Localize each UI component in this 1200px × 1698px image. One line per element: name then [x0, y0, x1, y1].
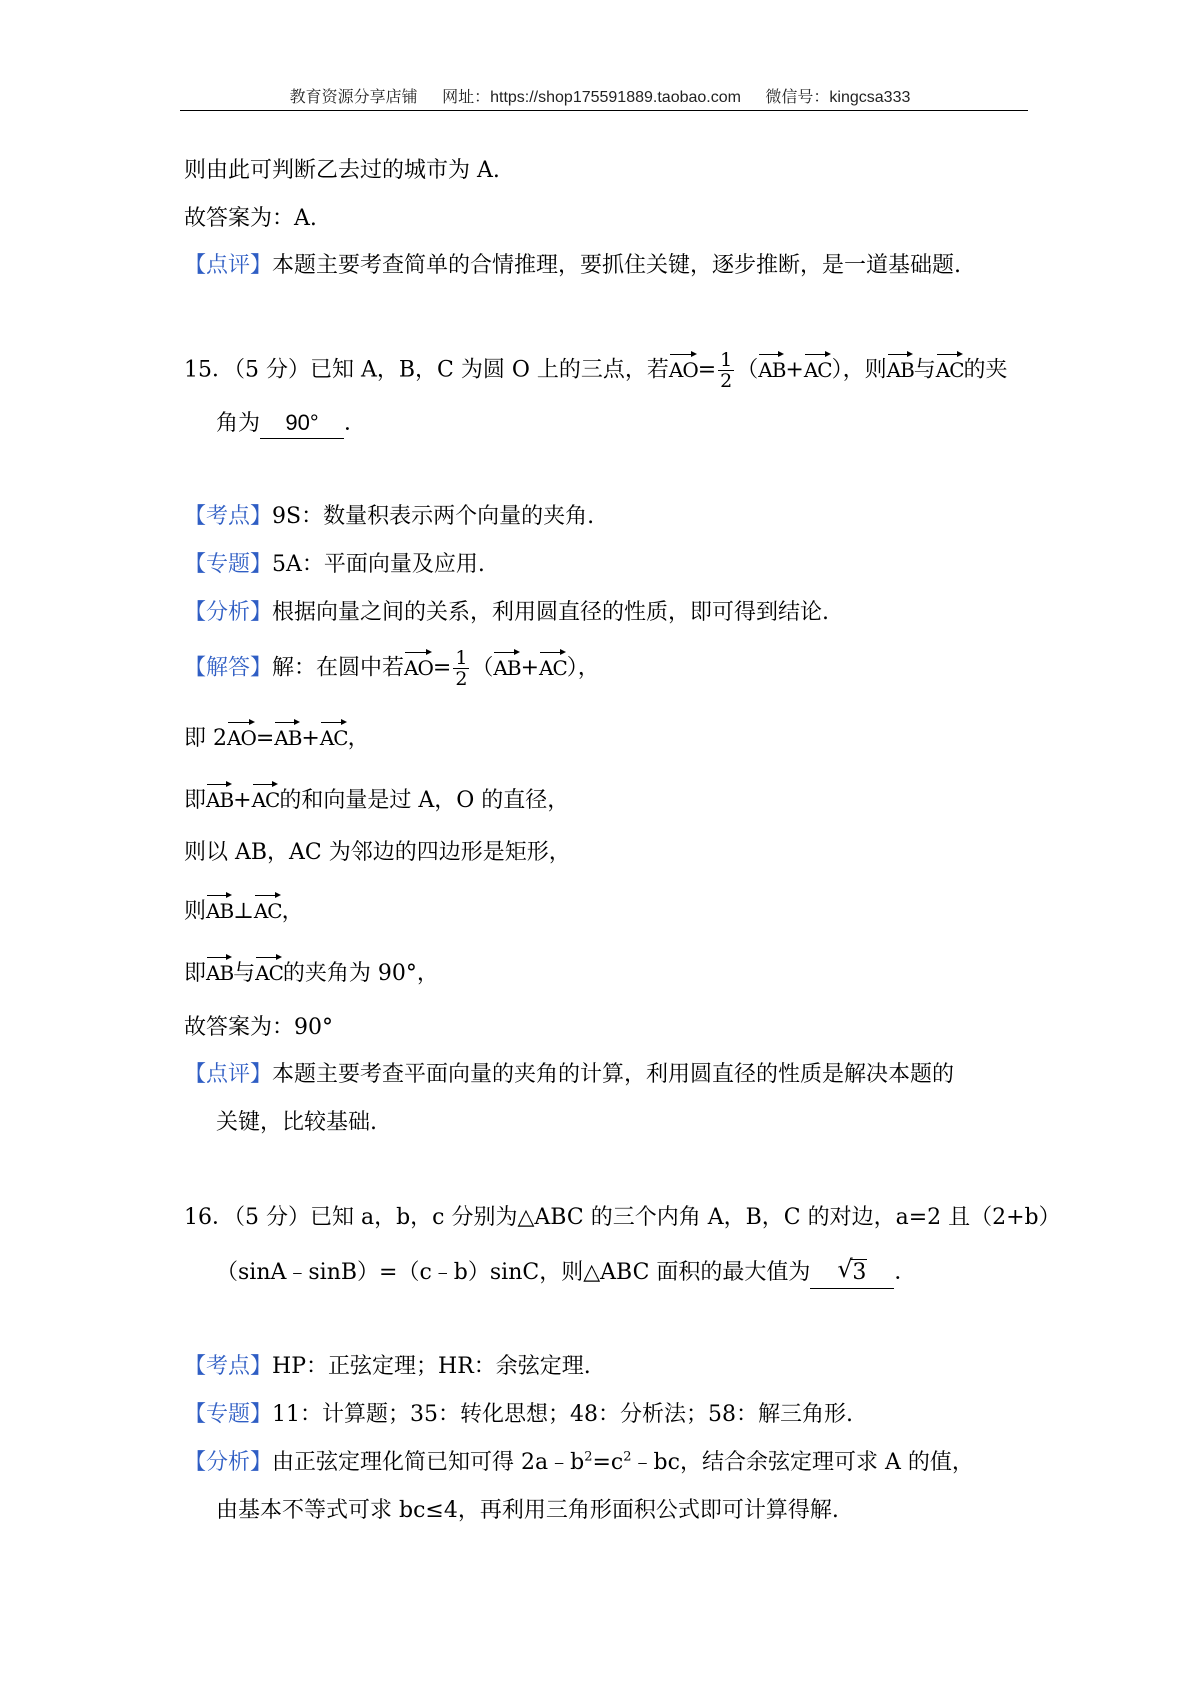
fraction-numerator: 1 [720, 349, 733, 371]
kaodian-tag: 【考点】 [184, 1354, 273, 1379]
fraction-one-half [718, 350, 734, 391]
q15-review [184, 1060, 954, 1090]
jieda-tag: 【解答】 [184, 655, 273, 681]
review-tag: 【点评】 [184, 253, 273, 278]
q15-tail: 的夹 [963, 357, 1008, 383]
q15-step2 [184, 782, 569, 816]
vector-ac: AC [936, 352, 964, 385]
q16-kaodian [184, 1352, 591, 1382]
step4-pre: 则 [184, 899, 207, 924]
vector-ao: AO [404, 650, 433, 683]
vector-ab: AB [887, 352, 914, 385]
q15-review-line2: 关键，比较基础. [216, 1110, 377, 1135]
kaodian-text: 9S：数量积表示两个向量的夹角. [272, 504, 595, 529]
review-text: 本题主要考查平面向量的夹角的计算，利用圆直径的性质是解决本题的 [272, 1062, 955, 1087]
q15-intro: 15．（5 分）已知 A，B，C 为圆 O 上的三点，若 [184, 357, 669, 383]
plus-sign: + [301, 726, 320, 751]
fraction-one-half [453, 648, 469, 689]
vector-ac: AC [255, 955, 283, 988]
fraction-numerator: 1 [455, 647, 468, 669]
equals-sign: = [697, 357, 717, 383]
vector-ab: AB [274, 720, 301, 753]
fenxi-tag: 【分析】 [184, 600, 273, 625]
page-header [0, 84, 1200, 107]
perpendicular-sign: ⊥ [233, 899, 254, 924]
kaodian-text: HP：正弦定理；HR：余弦定理. [272, 1354, 591, 1379]
q15-answer-line: 故答案为：90° [184, 1015, 333, 1040]
q14-review [184, 251, 961, 281]
vector-ab: AB [206, 955, 233, 988]
vector-ac: AC [539, 650, 567, 683]
zhuanti-tag: 【专题】 [184, 1402, 273, 1427]
header-wechat: 微信号：kingcsa333 [765, 89, 911, 106]
review-tag: 【点评】 [184, 1062, 273, 1087]
kaodian-tag: 【考点】 [184, 504, 273, 529]
q15-stem [184, 350, 1008, 391]
q16-fenxi-line2: 由基本不等式可求 bc≤4，再利用三角形面积公式即可计算得解. [216, 1498, 839, 1523]
step2-pre: 即 [184, 788, 207, 813]
fraction-denominator: 2 [455, 668, 468, 690]
plus-sign: + [785, 357, 804, 383]
radical-sign: √ [837, 1255, 853, 1283]
q15-stem-line2 [216, 408, 366, 439]
step4-post: ， [281, 899, 304, 924]
left-paren: （ [736, 357, 759, 383]
plus-sign: + [520, 655, 539, 681]
vector-ac: AC [254, 893, 282, 926]
q15-step1 [184, 720, 370, 754]
zhuanti-text: 5A：平面向量及应用. [272, 552, 485, 577]
q15-fenxi [184, 598, 829, 628]
q15-step5 [184, 955, 439, 989]
step1-post: ， [347, 726, 370, 751]
q15-kaodian [184, 502, 594, 532]
zhuanti-text: 11：计算题；35：转化思想；48：分析法；58：解三角形. [272, 1402, 853, 1427]
q15-step3: 则以 AB，AC 为邻边的四边形是矩形， [184, 840, 571, 865]
q15-answer-blank: 90° [260, 408, 344, 439]
equals-sign: = [255, 726, 275, 751]
q15-period: ． [344, 411, 367, 436]
q15-then: ），则 [831, 357, 887, 383]
jieda-close: ）， [566, 655, 600, 681]
jieda-intro: 解：在圆中若 [272, 655, 405, 681]
vector-ab: AB [493, 650, 520, 683]
q16-stem-pre: （sinA﹣sinB）=（c﹣b）sinC，则△ABC 面积的最大值为 [216, 1260, 811, 1285]
q15-jieda [184, 648, 600, 689]
vector-ao: AO [669, 352, 698, 385]
step1-pre: 即 2 [184, 726, 227, 751]
superscript-2: 2 [584, 1449, 593, 1465]
vector-ao: AO [227, 720, 256, 753]
equals-sign: = [432, 655, 452, 681]
sqrt-three [837, 1255, 867, 1288]
superscript-2: 2 [623, 1449, 632, 1465]
q16-stem-line2 [216, 1255, 917, 1289]
step2-post: 的和向量是过 A，O 的直径， [279, 788, 570, 813]
vector-ab: AB [758, 352, 785, 385]
q15-with: 与 [233, 961, 256, 986]
q15-step4 [184, 893, 304, 927]
fraction-denominator: 2 [720, 370, 733, 392]
q15-with: 与 [913, 357, 936, 383]
fenxi-text-a: 由正弦定理化简已知可得 2a﹣b [272, 1450, 585, 1475]
vector-ac: AC [320, 720, 348, 753]
q16-answer-blank [810, 1255, 894, 1289]
q15-zhuanti [184, 550, 485, 580]
step5-pre: 即 [184, 961, 207, 986]
fenxi-tag: 【分析】 [184, 1450, 273, 1475]
fenxi-text-c: ﹣bc，结合余弦定理可求 A 的值， [631, 1450, 974, 1475]
vector-ac: AC [804, 352, 832, 385]
review-text: 本题主要考查简单的合情推理，要抓住关键，逐步推断，是一道基础题. [272, 253, 962, 278]
header-url: 网址：https://shop175591889.taobao.com [442, 89, 741, 106]
fenxi-text-b: =c [592, 1450, 624, 1475]
q16-zhuanti [184, 1400, 853, 1430]
zhuanti-tag: 【专题】 [184, 552, 273, 577]
plus-sign: + [233, 788, 252, 813]
left-paren: （ [471, 655, 494, 681]
q16-period: ． [894, 1260, 917, 1285]
q16-fenxi [184, 1448, 974, 1478]
q14-answer: 故答案为：A. [184, 206, 317, 231]
q15-angle-label: 角为 [216, 411, 261, 436]
radicand: 3 [852, 1260, 867, 1285]
header-shop: 教育资源分享店铺 [289, 89, 418, 106]
vector-ab: AB [206, 893, 233, 926]
q14-line1: 则由此可判断乙去过的城市为 A. [184, 158, 500, 183]
vector-ac: AC [252, 782, 280, 815]
q16-stem: 16．（5 分）已知 a，b，c 分别为△ABC 的三个内角 A，B，C 的对边，a=2 且（2+b） [184, 1205, 1061, 1230]
fenxi-text: 根据向量之间的关系，利用圆直径的性质，即可得到结论. [272, 600, 830, 625]
vector-ab: AB [206, 782, 233, 815]
header-rule [180, 110, 1028, 111]
step5-post: 的夹角为 90°， [282, 961, 439, 986]
